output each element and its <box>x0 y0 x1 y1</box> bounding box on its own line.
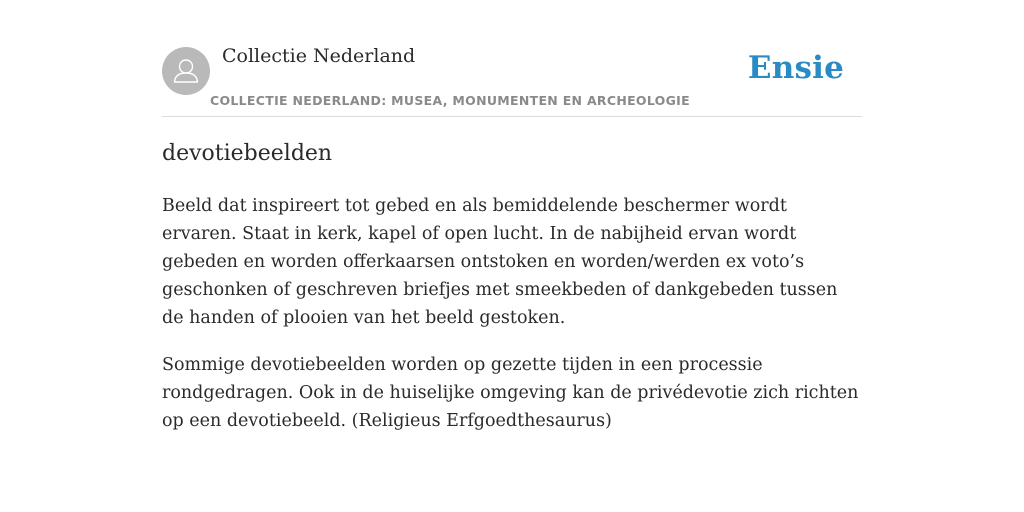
entry-body <box>162 192 862 454</box>
author-name[interactable]: Collectie Nederland <box>222 45 416 67</box>
entry-card <box>162 0 862 512</box>
entry-header <box>162 0 862 117</box>
entry-paragraph: Beeld dat inspireert tot gebed en als bemiddelende beschermer wordt ervaren. Staat in kerk, kapel of open lucht. In de nabijheid ervan wordt gebeden en worden offerkaarsen ontstoken en worden/werden ex voto’s geschonken of geschreven briefjes met smeekbeden of dankgebeden tussen de handen of plooien van het beeld gestoken. <box>162 196 838 328</box>
entry-title: devotiebeelden <box>162 141 333 166</box>
author-avatar[interactable] <box>162 47 210 95</box>
user-icon <box>162 47 210 95</box>
ensie-logo[interactable]: Ensie <box>747 50 844 86</box>
entry-paragraph: Sommige devotiebeelden worden op gezette tijden in een processie rondgedragen. Ook in de huiselijke omgeving kan de privédevotie zich richten op een devotiebeeld. (Religieus Erfgoedthesaurus) <box>162 355 859 431</box>
author-subtitle: COLLECTIE NEDERLAND: MUSEA, MONUMENTEN EN ARCHEOLOGIE <box>210 93 690 108</box>
